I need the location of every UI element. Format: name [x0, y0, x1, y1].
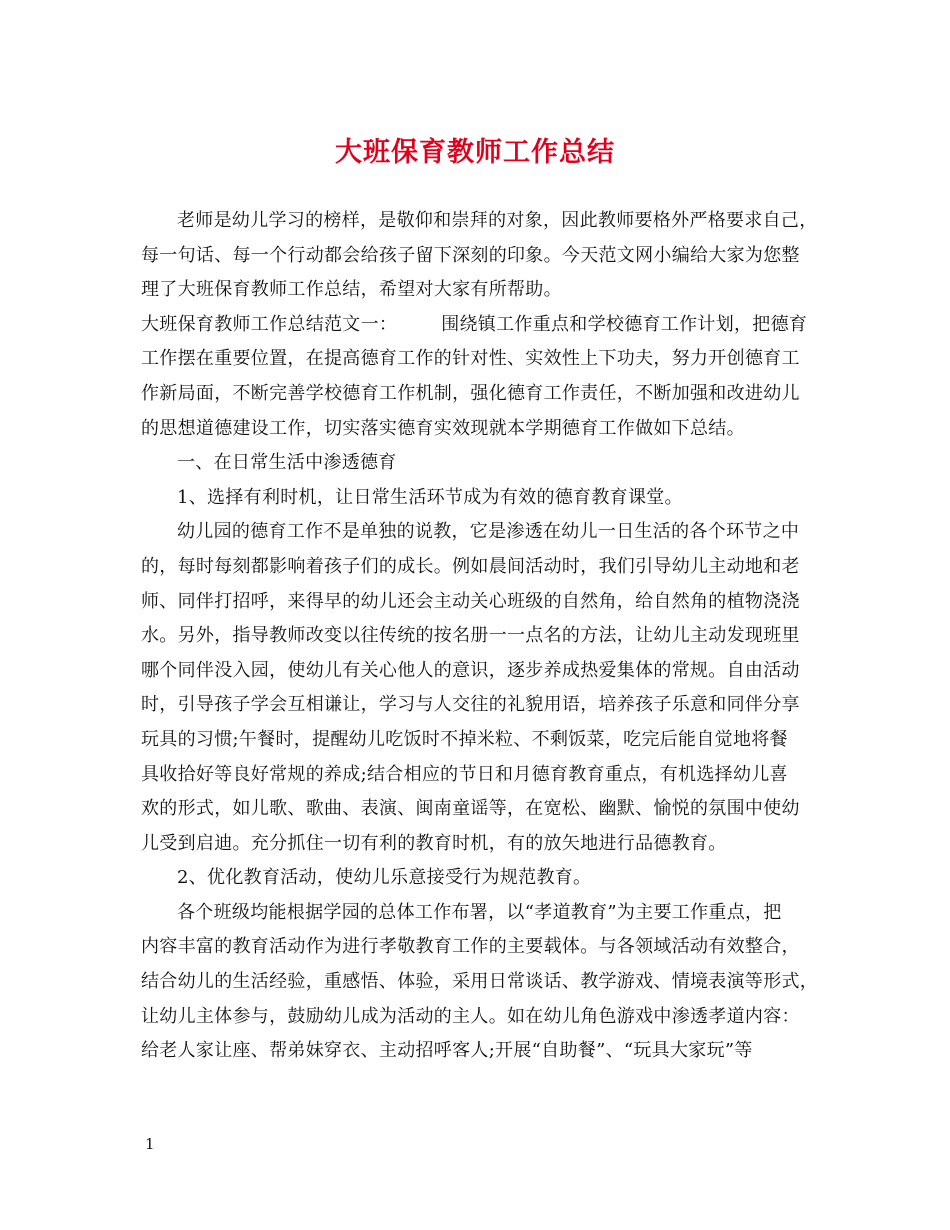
text-line: 每一句话、每一个行动都会给孩子留下深刻的印象。今天范文网小编给大家为您整 [141, 244, 800, 266]
section-heading: 一、在日常生活中渗透德育 [177, 452, 397, 474]
text-line: 儿受到启迪。充分抓住一切有利的教育时机，有的放矢地进行品德教育。 [141, 832, 727, 854]
text-line: 让幼儿主体参与，鼓励幼儿成为活动的主人。如在幼儿角色游戏中渗透孝道内容： [141, 1005, 800, 1027]
text-line: 时，引导孩子学会互相谦让，学习与人交往的礼貌用语，培养孩子乐意和同伴分享 [141, 694, 800, 716]
text-line: 的，每时每刻都影响着孩子们的成长。例如晨间活动时，我们引导幼儿主动地和老 [141, 555, 800, 577]
text-line: 欢的形式，如儿歌、歌曲、表演、闽南童谣等，在宽松、幽默、愉悦的氛围中使幼 [141, 798, 800, 820]
text-line: 师、同伴打招呼，来得早的幼儿还会主动关心班级的自然角，给自然角的植物浇浇 [141, 590, 800, 612]
text-line: 幼儿园的德育工作不是单独的说教，它是渗透在幼儿一日生活的各个环节之中 [177, 521, 800, 543]
page-number: 1 [145, 1135, 155, 1153]
paragraph-start: 围绕镇工作重点和学校德育工作计划，把德育 [441, 313, 808, 335]
text-line: 玩具的习惯;午餐时，提醒幼儿吃饭时不掉米粒、不剩饭菜，吃完后能自觉地将餐 [141, 728, 788, 750]
text-line: 作新局面，不断完善学校德育工作机制，强化德育工作责任，不断加强和改进幼儿 [141, 382, 800, 404]
section-heading-sample-one: 大班保育教师工作总结范文一： [141, 313, 398, 335]
text-line: 理了大班保育教师工作总结，希望对大家有所帮助。 [141, 279, 562, 301]
document-body [141, 204, 819, 1069]
text-line: 工作摆在重要位置，在提高德育工作的针对性、实效性上下功夫，努力开创德育工 [141, 348, 800, 370]
text-line: 水。另外，指导教师改变以往传统的按名册一一点名的方法，让幼儿主动发现班里 [141, 625, 800, 647]
text-line: 结合幼儿的生活经验，重感悟、体验，采用日常谈话、教学游戏、情境表演等形式， [141, 971, 819, 993]
text-line: 内容丰富的教育活动作为进行孝敬教育工作的主要载体。与各领域活动有效整合， [141, 936, 800, 958]
text-line: 各个班级均能根据学园的总体工作布署，以“孝道教育”为主要工作重点，把 [177, 901, 782, 923]
text-line: 的思想道德建设工作，切实落实德育实效现就本学期德育工作做如下总结。 [141, 417, 745, 439]
subsection-heading: 1、选择有利时机，让日常生活环节成为有效的德育教育课堂。 [177, 486, 683, 508]
text-line: 给老人家让座、帮弟妹穿衣、主动招呼客人;开展“自助餐”、“玩具大家玩”等 [141, 1040, 753, 1062]
text-line [141, 308, 816, 343]
text-line: 哪个同伴没入园，使幼儿有关心他人的意识，逐步养成热爱集体的常规。自由活动 [141, 659, 800, 681]
text-line: 老师是幼儿学习的榜样，是敬仰和崇拜的对象，因此教师要格外严格要求自己， [177, 210, 818, 231]
subsection-heading: 2、优化教育活动，使幼儿乐意接受行为规范教育。 [177, 867, 592, 889]
document-title: 大班保育教师工作总结 [335, 137, 615, 168]
text-line: 具收拾好等良好常规的养成;结合相应的节日和月德育教育重点，有机选择幼儿喜 [141, 763, 788, 785]
